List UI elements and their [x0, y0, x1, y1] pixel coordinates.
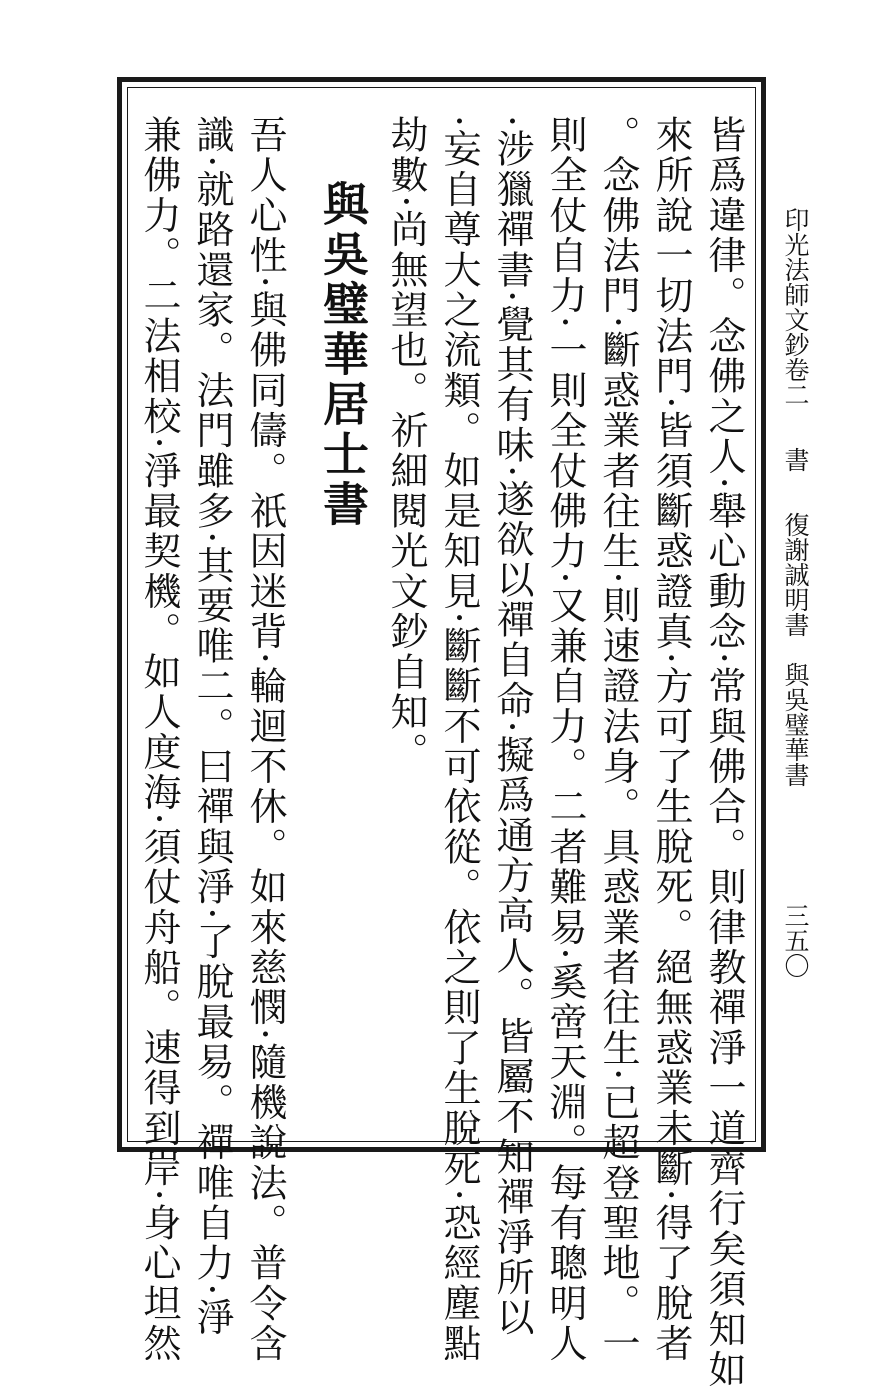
text-column-8: 吾人心性·與佛同儔。祇因迷背·輪迴不休。如來慈憫·隨機說法。普令含 — [243, 115, 287, 1364]
text-column-1: 皆爲違律。念佛之人·舉心動念·常與佛合。則律教禪淨一道齊行矣須知如 — [702, 115, 746, 1390]
text-column-9: 識·就路還家。法門雖多·其要唯二。曰禪與淨·了脫最易。禪唯自力·淨 — [190, 115, 234, 1338]
section-label: 書 — [781, 447, 810, 472]
letter-title: 與吳璧華居士書 — [316, 180, 370, 530]
book-title: 印光法師文鈔卷二 — [781, 207, 810, 407]
text-column-3: 。念佛法門·斷惑業者往生·則速證法身。具惑業者往生·已超登聖地。一 — [596, 115, 640, 1364]
text-column-4: 則全仗自力·一則全仗佛力·又兼自力。二者難易·奚啻天淵。每有聰明人 — [543, 115, 587, 1364]
text-column-10: 兼佛力。二法相校·淨最契機。如人度海·須仗舟船。速得到岸·身心坦然 — [137, 115, 181, 1364]
page-number: 三五〇 — [781, 903, 810, 978]
text-column-6: ·妄自尊大之流類。如是知見·斷斷不可依從。依之則了生脫死·恐經塵點 — [437, 115, 481, 1364]
running-header — [777, 207, 813, 787]
text-column-2: 來所說一切法門·皆須斷惑證真·方可了生脫死。絕無惑業未斷·得了脫者 — [649, 115, 693, 1364]
text-column-5: ·涉獵禪書·覺其有味·遂欲以禪自命·擬爲通方高人。皆屬不知禪淨所以 — [490, 115, 534, 1338]
text-column-7: 劫數·尚無望也。祈細閱光文鈔自知。 — [384, 115, 428, 773]
letters-label: 復謝誠明書 與吳璧華書 — [781, 512, 810, 787]
